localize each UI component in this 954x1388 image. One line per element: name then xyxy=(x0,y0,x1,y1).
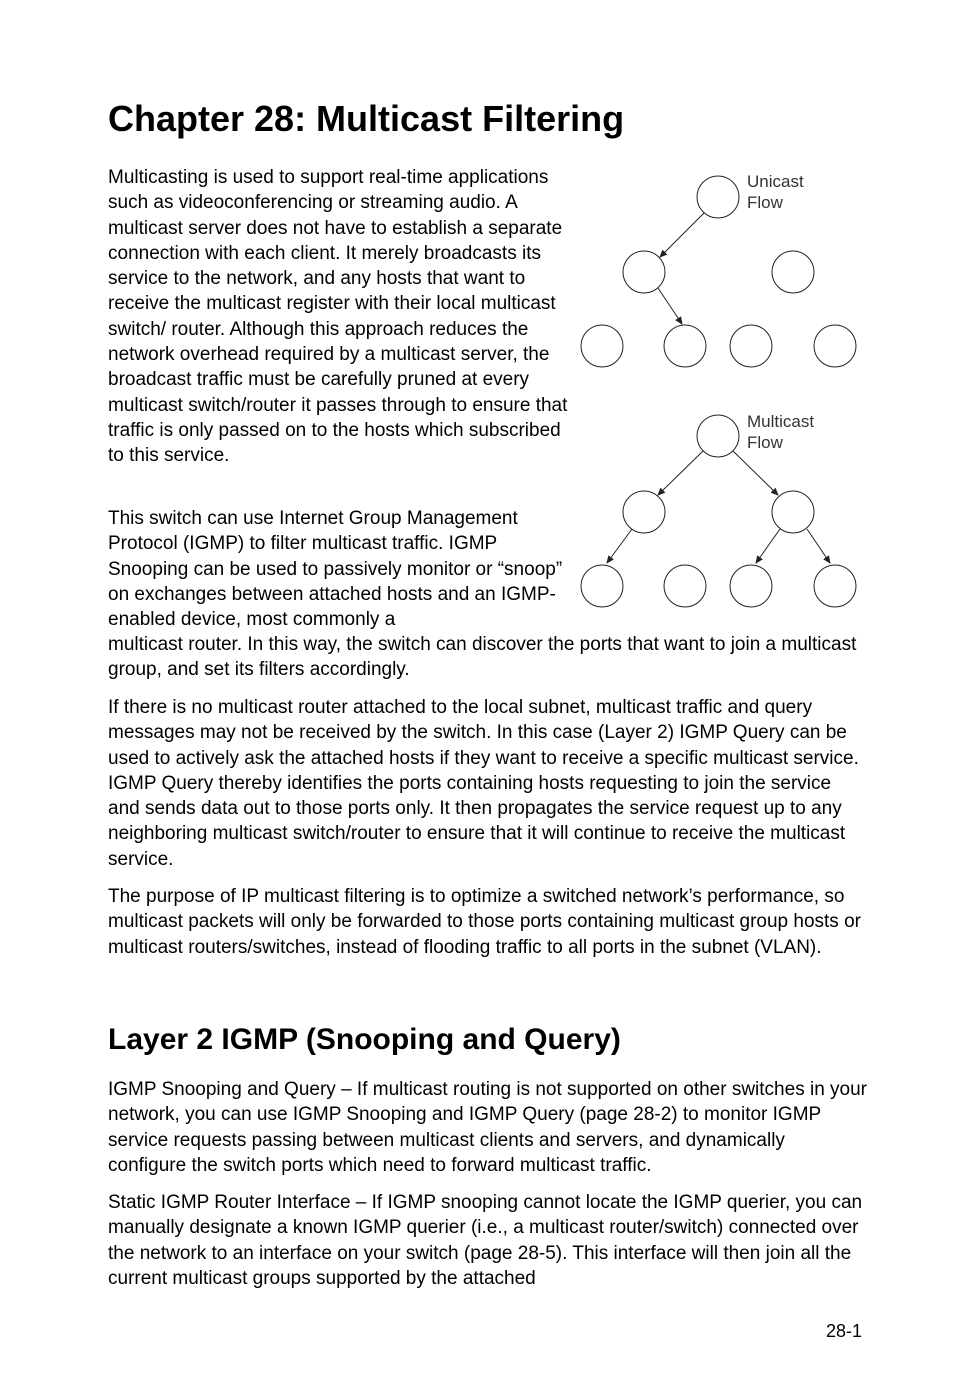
chapter-title: Chapter 28: Multicast Filtering xyxy=(108,98,625,139)
unicast-arrow xyxy=(658,288,682,324)
multicast-root-node xyxy=(697,415,739,457)
unicast-label-line1: Unicast xyxy=(747,172,804,191)
unicast-leaf-node xyxy=(814,325,856,367)
filtering-purpose-paragraph: The purpose of IP multicast filtering is to optimize a switched network’s performance, so multicast packets will only be forwarded to those ports containing multicast group hosts or multicast routers/switches, instead of flooding traffic to all ports in the subnet (VLAN). xyxy=(108,886,861,958)
static-router-paragraph: Static IGMP Router Interface – If IGMP snooping cannot locate the IGMP querier, you can manually designate a known IGMP querier (i.e., a multicast router/switch) connected over the network to an interface on your switch (page 28-5). This interface will then join all the current multicast groups supported by the attached xyxy=(108,1192,863,1289)
page-number: 28-1 xyxy=(826,1321,863,1341)
multicast-label-line1: Multicast xyxy=(747,412,815,431)
unicast-multicast-diagram xyxy=(572,165,872,615)
multicast-level2-node xyxy=(772,491,814,533)
multicast-leaf-node xyxy=(814,565,856,607)
multicast-arrow xyxy=(756,529,780,563)
snooping-query-paragraph: IGMP Snooping and Query – If multicast routing is not supported on other switches in your network, you can use IGMP Snooping and IGMP Query (page 28-2) to monitor IGMP service requests passing between multicast clients and servers, and dynamically configure the switch ports which need to forward multicast traffic. xyxy=(108,1079,867,1176)
multicast-tree xyxy=(581,412,856,607)
igmp-paragraph-part1: This switch can use Internet Group Management Protocol (IGMP) to filter multicast traffic. IGMP Snooping can be used to passively monitor or “snoop” on exchanges between attached hosts and an IGMP-enabled device, most commonly a xyxy=(108,508,563,631)
multicast-arrow xyxy=(658,451,703,495)
multicast-leaf-node xyxy=(581,565,623,607)
multicast-level2-node xyxy=(623,491,665,533)
unicast-tree xyxy=(581,172,856,367)
multicast-label-line2: Flow xyxy=(747,433,783,452)
unicast-leaf-node xyxy=(664,325,706,367)
unicast-arrow xyxy=(660,213,704,257)
intro-paragraph: Multicasting is used to support real-time applications such as videoconferencing or streaming audio. A multicast server does not have to establish a separate connection with each client. It merely broadcasts its service to the network, and any hosts that want to receive the multicast register with their local multicast switch/ router. Although this approach reduces the network overhead required by a multicast server, the broadcast traffic must be carefully pruned at every multicast switch/router it passes through to ensure that traffic is only passed on to the hosts which subscribed to this service. xyxy=(108,167,568,467)
multicast-arrow xyxy=(607,529,632,563)
multicast-leaf-node xyxy=(664,565,706,607)
unicast-level2-node xyxy=(772,251,814,293)
multicast-arrow xyxy=(733,451,778,495)
igmp-query-paragraph: If there is no multicast router attached to the local subnet, multicast traffic and query messages may not be received by the switch. In this case (Layer 2) IGMP Query can be used to actively ask the attached hosts if they want to receive a specific multicast service. IGMP Query thereby identifies the ports containing hosts requesting to join the service and sends data out to those ports only. It then propagates the service request up to any neighboring multicast switch/router to ensure that it will continue to receive the multicast service. xyxy=(108,697,859,870)
section-title-bold: Layer 2 IGMP xyxy=(108,1023,298,1056)
unicast-leaf-node xyxy=(730,325,772,367)
multicast-arrow xyxy=(807,529,830,563)
unicast-leaf-node xyxy=(581,325,623,367)
unicast-level2-node xyxy=(623,251,665,293)
unicast-label-line2: Flow xyxy=(747,193,783,212)
section-title xyxy=(108,1020,621,1060)
section-title-rest: (Snooping and Query) xyxy=(297,1023,621,1056)
multicast-leaf-node xyxy=(730,565,772,607)
unicast-root-node xyxy=(697,176,739,218)
igmp-paragraph-part2: multicast router. In this way, the switch can discover the ports that want to join a multicast group, and set its filters accordingly. xyxy=(108,634,857,681)
